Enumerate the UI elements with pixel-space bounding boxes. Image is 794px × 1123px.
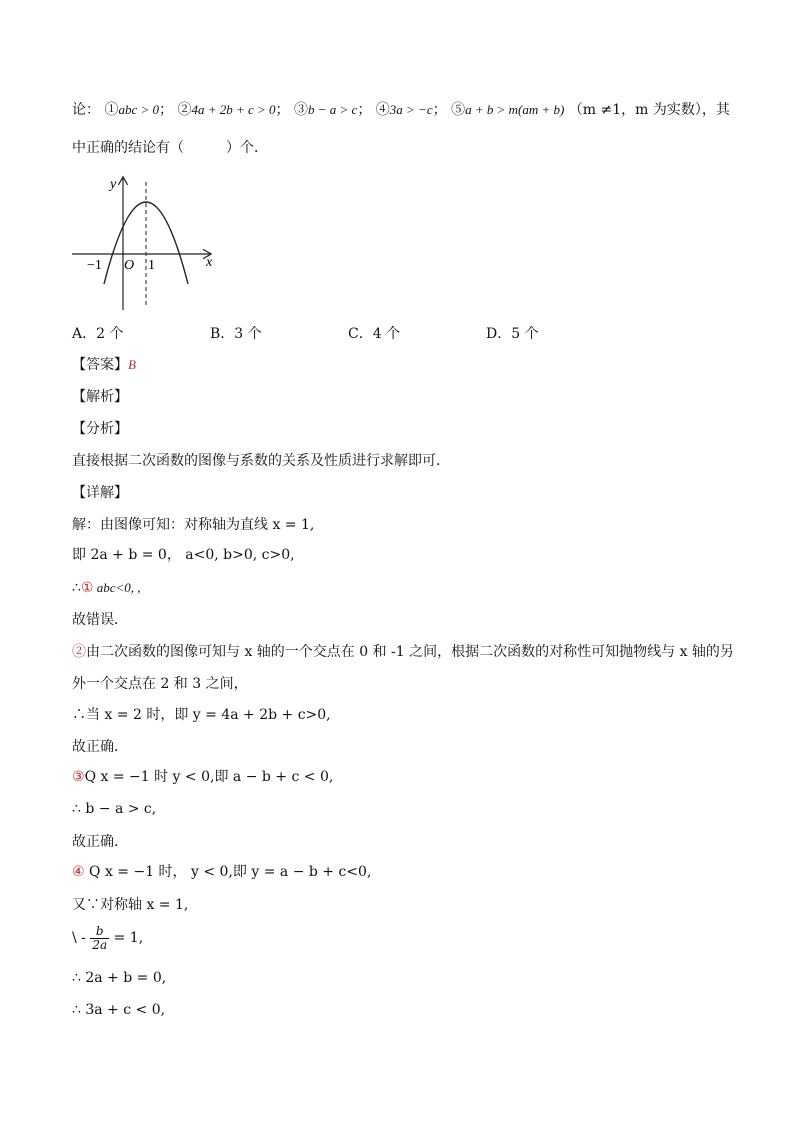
fraction-b-over-2a bbox=[90, 925, 109, 952]
solution-line-14-prefix: \ - bbox=[72, 930, 86, 946]
tick-one: 1 bbox=[148, 258, 155, 273]
question-prefix: 论： bbox=[72, 102, 100, 118]
conclusion-3 bbox=[294, 102, 371, 118]
solution-line-5 bbox=[72, 642, 734, 662]
question-suffix: （m ≠1，m 为实数），其 bbox=[568, 102, 730, 118]
solution-line-16: ∴ 3a + c < 0, bbox=[72, 1002, 166, 1018]
parabola-graph bbox=[68, 172, 228, 314]
option-b-text: 3 个 bbox=[234, 326, 262, 342]
solution-line-11: 故正确． bbox=[72, 834, 128, 850]
solution-line-9 bbox=[72, 767, 333, 787]
conclusion-1 bbox=[104, 102, 173, 118]
fraction-numerator: b bbox=[90, 925, 109, 939]
parabola-curve bbox=[104, 202, 188, 284]
question-line-1 bbox=[72, 100, 730, 120]
option-a-text: 2 个 bbox=[96, 326, 124, 342]
solution-line-5-text: 由二次函数的图像可知与 x 轴的一个交点在 0 和 -1 之间，根据二次函数的对称性可知抛物线与 x 轴的另 bbox=[86, 644, 734, 660]
section-xiangjie: 【详解】 bbox=[72, 485, 128, 501]
circled-2: ② bbox=[177, 102, 192, 118]
option-b-letter: B． bbox=[210, 326, 235, 342]
circled-4-red: ④ bbox=[72, 864, 85, 880]
solution-line-4: 故错误． bbox=[72, 612, 128, 628]
solution-line-14-suffix: = 1, bbox=[113, 930, 144, 946]
conclusion-5-expr: a + b > m(am + b) bbox=[465, 102, 565, 117]
sep-2: ； bbox=[275, 102, 290, 118]
solution-line-9-text: Q x = −1 时 y < 0,即 a − b + c < 0, bbox=[84, 769, 334, 785]
solution-line-8: 故正确． bbox=[72, 739, 128, 755]
solution-line-14 bbox=[72, 924, 143, 952]
answer-value: B bbox=[128, 357, 136, 372]
solution-line-13: 又∵对称轴 x = 1, bbox=[72, 897, 189, 913]
circled-2-red: ② bbox=[72, 644, 86, 660]
conclusion-3-expr: b − a > c bbox=[308, 102, 358, 117]
y-axis-label: y bbox=[110, 177, 117, 192]
conclusion-2-expr: 4a + 2b + c > 0 bbox=[191, 102, 276, 117]
question-line-2: 中正确的结论有（ ）个． bbox=[72, 140, 268, 156]
circled-3-red: ③ bbox=[72, 769, 85, 785]
circled-1: ① bbox=[104, 102, 119, 118]
option-b bbox=[210, 323, 262, 343]
solution-line-6: 外一个交点在 2 和 3 之间， bbox=[72, 676, 248, 692]
circled-4: ④ bbox=[375, 102, 390, 118]
circled-5: ⑤ bbox=[451, 102, 466, 118]
solution-line-15: ∴ 2a + b = 0, bbox=[72, 970, 167, 986]
option-d-letter: D． bbox=[486, 326, 512, 342]
option-c-letter: C． bbox=[348, 326, 373, 342]
option-d-text: 5 个 bbox=[511, 326, 539, 342]
solution-line-2: 即 2a + b = 0， a<0, b>0, c>0, bbox=[72, 547, 295, 563]
section-jiexi: 【解析】 bbox=[72, 389, 128, 405]
circled-1-red: ① bbox=[80, 580, 94, 596]
x-axis-label: x bbox=[206, 255, 213, 270]
conclusion-4 bbox=[376, 102, 447, 118]
solution-line-3-expr: abc<0, , bbox=[93, 580, 141, 595]
solution-line-12 bbox=[72, 862, 371, 882]
fraction-denominator: 2a bbox=[92, 937, 108, 952]
origin-label: O bbox=[124, 258, 135, 273]
solution-line-12-text: Q x = −1 时， y < 0,即 y = a − b + c<0, bbox=[84, 864, 372, 880]
tick-neg-one: −1 bbox=[87, 258, 102, 273]
option-d bbox=[486, 323, 539, 343]
solution-line-10: ∴ b − a > c, bbox=[72, 801, 157, 817]
solution-line-7: ∴当 x = 2 时，即 y = 4a + 2b + c>0, bbox=[72, 707, 331, 723]
conclusion-5 bbox=[451, 102, 564, 118]
solution-line-3 bbox=[72, 578, 141, 598]
conclusion-4-expr: 3a > −c bbox=[389, 102, 433, 117]
conclusion-1-expr: abc > 0 bbox=[118, 102, 159, 117]
option-c bbox=[348, 323, 400, 343]
option-a-letter: A． bbox=[72, 326, 97, 342]
sep-1: ； bbox=[159, 102, 173, 118]
analysis-text: 直接根据二次函数的图像与系数的关系及性质进行求解即可． bbox=[72, 453, 450, 469]
sep-4: ； bbox=[432, 102, 447, 118]
section-fenxi: 【分析】 bbox=[72, 421, 128, 437]
answer-label: 【答案】 bbox=[72, 357, 128, 373]
sep-3: ； bbox=[357, 102, 372, 118]
therefore-symbol: ∴ bbox=[72, 580, 81, 596]
answer-line bbox=[72, 355, 136, 375]
conclusion-2 bbox=[177, 102, 289, 118]
circled-3: ③ bbox=[294, 102, 308, 118]
option-c-text: 4 个 bbox=[372, 326, 401, 342]
solution-line-1: 解：由图像可知：对称轴为直线 x = 1, bbox=[72, 517, 315, 533]
option-a bbox=[72, 323, 123, 343]
